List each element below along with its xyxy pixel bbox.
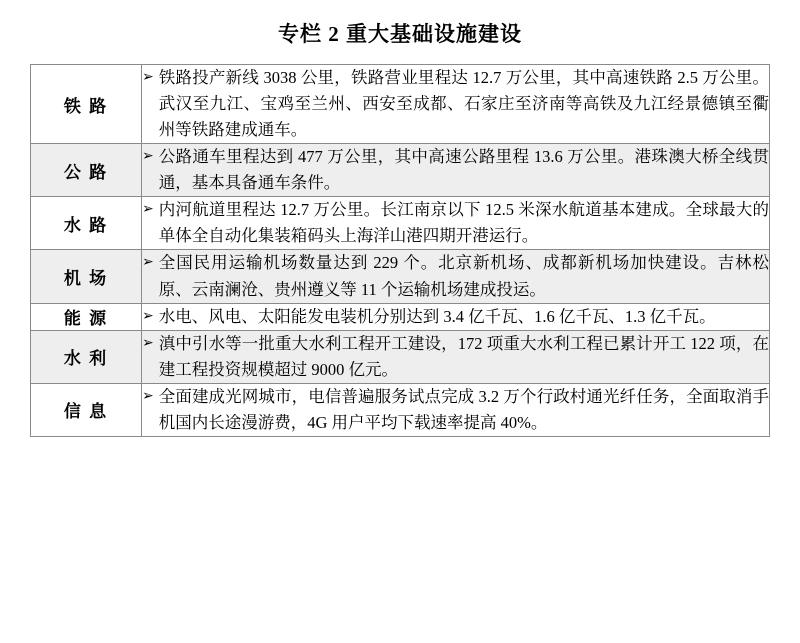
description-text: 水电、风电、太阳能发电装机分别达到 3.4 亿千瓦、1.6 亿千瓦、1.3 亿千瓦。: [158, 306, 716, 326]
arrow-bullet-icon: ➢: [142, 201, 154, 218]
category-cell: 铁 路: [31, 65, 142, 144]
category-cell: 信 息: [31, 383, 142, 436]
arrow-bullet-icon: ➢: [142, 334, 154, 351]
description-cell: [142, 250, 770, 303]
description-text: 全国民用运输机场数量达到 229 个。北京新机场、成都新机场加快建设。吉林松原、云南澜沧、贵州遵义等 11 个运输机场建成投运。: [158, 253, 769, 299]
description-cell: [142, 383, 770, 436]
description-text: 铁路投产新线 3038 公里，铁路营业里程达 12.7 万公里，其中高速铁路 2.5 万公里。武汉至九江、宝鸡至兰州、西安至成都、石家庄至济南等高铁及九江经景德镇至衢州等铁路建成通车。: [158, 68, 769, 140]
category-cell: 水 利: [31, 330, 142, 383]
category-cell: 水 路: [31, 197, 142, 250]
table-row: [31, 250, 770, 303]
description-cell: [142, 65, 770, 144]
category-cell: 机 场: [31, 250, 142, 303]
description-cell: [142, 303, 770, 330]
description-text: 公路通车里程达到 477 万公里，其中高速公路里程 13.6 万公里。港珠澳大桥全线贯通，基本具备通车条件。: [158, 147, 769, 193]
description-text: 内河航道里程达 12.7 万公里。长江南京以下 12.5 米深水航道基本建成。全球最大的单体全自动化集装箱码头上海洋山港四期开港运行。: [158, 200, 769, 246]
description-cell: [142, 144, 770, 197]
arrow-bullet-icon: ➢: [142, 307, 154, 324]
arrow-bullet-icon: ➢: [142, 387, 154, 404]
table-row: [31, 197, 770, 250]
description-text: 全面建成光网城市，电信普遍服务试点完成 3.2 万个行政村通光纤任务，全面取消手机国内长途漫游费，4G 用户平均下载速率提高 40%。: [158, 386, 769, 432]
description-cell: [142, 197, 770, 250]
table-row: [31, 383, 770, 436]
category-cell: 公 路: [31, 144, 142, 197]
table-row: [31, 303, 770, 330]
arrow-bullet-icon: ➢: [142, 69, 154, 85]
description-cell: [142, 330, 770, 383]
description-text: 滇中引水等一批重大水利工程开工建设，172 项重大水利工程已累计开工 122 项，在建工程投资规模超过 9000 亿元。: [158, 333, 770, 379]
arrow-bullet-icon: ➢: [142, 148, 154, 165]
infrastructure-table: [30, 64, 770, 437]
category-cell: 能 源: [31, 303, 142, 330]
page-title: 专栏 2 重大基础设施建设: [278, 22, 522, 46]
table-row: [31, 330, 770, 383]
arrow-bullet-icon: ➢: [142, 254, 154, 271]
table-row: [31, 65, 770, 144]
table-row: [31, 144, 770, 197]
